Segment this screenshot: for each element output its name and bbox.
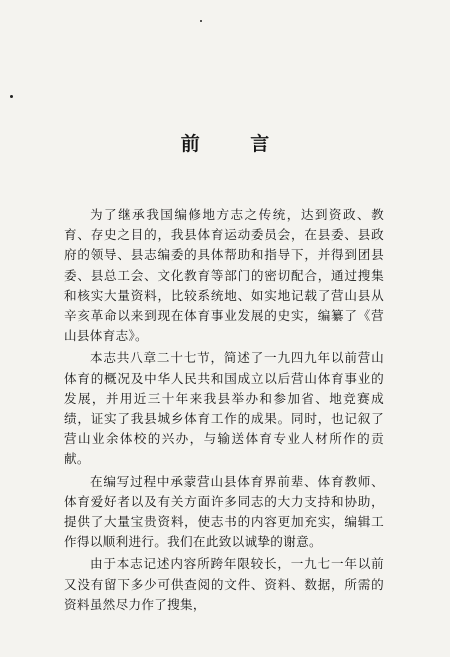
paragraph-3: 在编写过程中承蒙营山县体育界前辈、体育教师、体育爱好者以及有关方面许多同志的大力支持和协助，提供了大量宝贵资料，使志书的内容更加充实，编辑工作得以顺利进行。我们在此致以诚挚的谢意。 (64, 473, 384, 550)
body-text (64, 205, 384, 617)
paragraph-1: 为了继承我国编修地方志之传统，达到资政、教育、存史之目的，我县体育运动委员会，在县委、县政府的领导、县志编委的具体帮助和指导下，并得到团县委、县总工会、文化教育等部门的密切配合，通过搜集和核实大量资料，比较系统地、如实地记载了营山县从辛亥革命以来到现在体育事业发展的史实，编纂了《营山县体育志》。 (64, 207, 384, 344)
scan-speck (200, 20, 202, 22)
paragraph-2: 本志共八章二十七节，简述了一九四九年以前营山体育的概况及中华人民共和国成立以后营山体育事业的发展，并用近三十年来我县举办和参加省、地竞赛成绩，证实了我县城乡体育工作的成果。同时，也记叙了营山业余体校的兴办，与输送体育专业人材所作的贡献。 (64, 350, 384, 467)
paragraph-4: 由于本志记述内容所跨年限较长，一九七一年以前又没有留下多少可供查阅的文件、资料、数据，所需的资料虽然尽力作了搜集， (64, 556, 384, 612)
scan-speck (10, 95, 13, 98)
page-title: 前 言 (180, 133, 292, 155)
